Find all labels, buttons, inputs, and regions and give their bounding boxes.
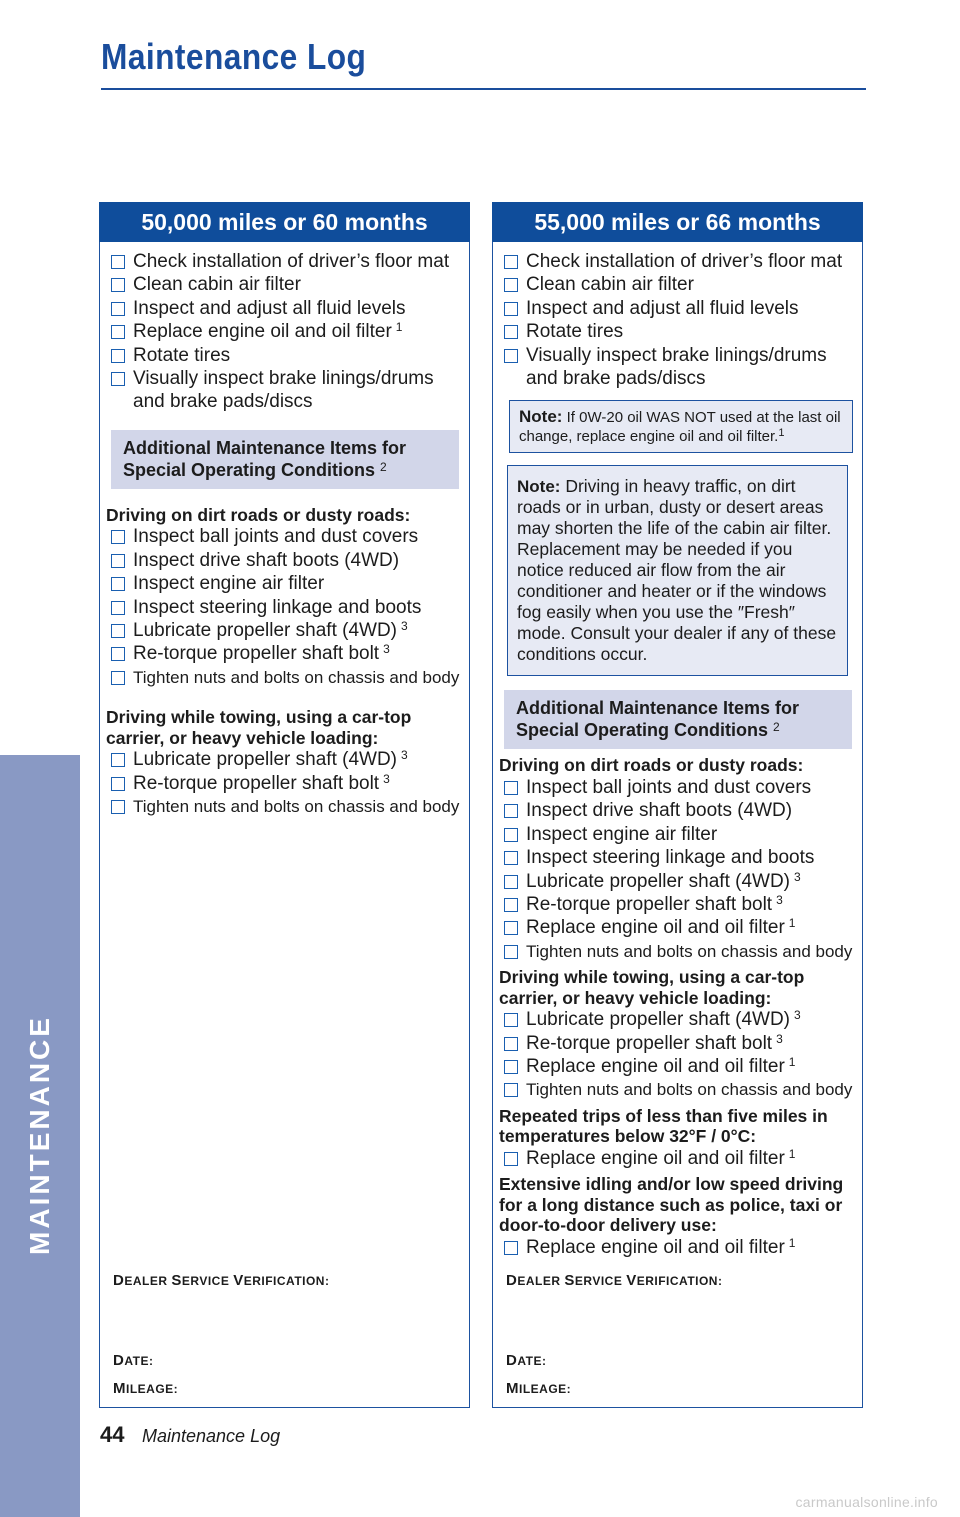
dealer-service-verification-label: DEALER SERVICE VERIFICATION:: [506, 1272, 723, 1289]
checklist-item-text: Visually inspect brake linings/drums and brake pads/discs: [133, 368, 434, 413]
checklist-item: [106, 320, 469, 343]
checklist-item: [106, 772, 469, 795]
checkbox-icon[interactable]: [504, 1241, 518, 1255]
checklist-item-text: Tighten nuts and bolts on chassis and body: [133, 797, 460, 816]
checklist-item-text: Inspect engine air filter: [133, 573, 325, 595]
checkbox-icon[interactable]: [504, 875, 518, 889]
condition-heading: Driving on dirt roads or dusty roads:: [499, 755, 804, 776]
panel-50000-miles: [99, 202, 470, 1408]
checklist-item: [499, 893, 862, 916]
page-number: 44: [100, 1422, 125, 1447]
checkbox-icon[interactable]: [111, 530, 125, 544]
footnote-ref: 3: [776, 1031, 783, 1046]
title-rule: [101, 88, 866, 90]
footnote-ref: 1: [788, 1235, 796, 1250]
checklist-item-text: Inspect engine air filter: [526, 823, 718, 845]
checkbox-icon[interactable]: [111, 671, 125, 685]
checklist-item: [106, 549, 469, 572]
watermark: carmanualsonline.info: [795, 1494, 938, 1510]
checkbox-icon[interactable]: [111, 554, 125, 568]
checklist-item: [499, 823, 862, 846]
checkbox-icon[interactable]: [504, 804, 518, 818]
checklist-item: [499, 940, 862, 963]
checkbox-icon[interactable]: [504, 1037, 518, 1051]
checklist-item: [499, 870, 862, 893]
additional-items-heading: Additional Maintenance Items for Special Operating Conditions $^2$: [504, 690, 852, 749]
checkbox-icon[interactable]: [504, 1083, 518, 1097]
checklist-item-text: Re-torque propeller shaft bolt: [133, 772, 380, 794]
panel-55000-miles: [492, 202, 863, 1408]
footnote-ref: 3: [401, 748, 408, 763]
footnote-ref: 1: [395, 320, 403, 335]
checkbox-icon[interactable]: [111, 800, 125, 814]
checklist-item-text: Re-torque propeller shaft bolt: [526, 893, 773, 915]
dealer-service-verification-label: DEALER SERVICE VERIFICATION:: [113, 1272, 330, 1289]
checklist-item-text: Check installation of driver’s floor mat: [526, 251, 843, 272]
checklist-item-text: Check installation of driver’s floor mat: [133, 251, 450, 272]
checklist-item: [499, 250, 862, 273]
checklist-item: [499, 776, 862, 799]
mileage-label: MILEAGE:: [113, 1380, 179, 1397]
checklist-item: [106, 748, 469, 771]
checklist-item-text: Replace engine oil and oil filter: [526, 1056, 785, 1077]
checklist-item: [499, 916, 862, 939]
checklist-item-text: Tighten nuts and bolts on chassis and body: [526, 1080, 853, 1100]
checkbox-icon[interactable]: [504, 302, 518, 316]
checklist-item: [499, 799, 862, 822]
checkbox-icon[interactable]: [504, 945, 518, 959]
condition-heading: Repeated trips of less than five miles in temperatures below 32°F / 0°C:: [499, 1105, 828, 1147]
footnote-ref: 1: [788, 1146, 796, 1161]
checkbox-icon[interactable]: [504, 255, 518, 269]
checklist-item-text: Inspect ball joints and dust covers: [526, 776, 812, 798]
footnote-ref: 1: [788, 916, 796, 931]
footnote-ref: 3: [794, 1008, 801, 1023]
checklist-item-text: Replace engine oil and oil filter: [526, 1236, 785, 1258]
checklist-item: [106, 642, 469, 665]
checklist-item-text: Inspect steering linkage and boots: [133, 596, 422, 618]
condition-heading: Extensive idling and/or low speed driving for a long distance such as police, taxi or door-to-door delivery use:: [499, 1174, 844, 1236]
checklist-item: [499, 1055, 862, 1078]
checklist-item: [499, 1078, 862, 1101]
checklist-item: [106, 273, 469, 296]
footnote-ref: 3: [776, 892, 783, 907]
checklist-item: [499, 344, 862, 391]
checkbox-icon[interactable]: [111, 255, 125, 269]
checklist-item: [499, 846, 862, 869]
condition-heading: Driving while towing, using a car-top carrier, or heavy vehicle loading:: [499, 967, 805, 1008]
checklist-item: [106, 344, 469, 367]
checkbox-icon[interactable]: [504, 898, 518, 912]
checkbox-icon[interactable]: [504, 921, 518, 935]
checkbox-icon[interactable]: [504, 278, 518, 292]
cabin-filter-note: Note: Driving in heavy traffic, on dirt roads or in urban, dusty or desert areas may shorten the life of the cabin air filter. Replacement may be needed if you notice reduced air flow from the air conditioner and heater or if the windows fog easily when you use the ″Fresh″ mode. Consult your dealer if any of these conditions occur.: [507, 465, 848, 676]
checklist-item-text: Inspect drive shaft boots (4WD): [526, 800, 793, 822]
checklist-item-text: Lubricate propeller shaft (4WD): [526, 1009, 790, 1031]
checklist-item-text: Inspect ball joints and dust covers: [133, 526, 419, 548]
checkbox-icon[interactable]: [111, 577, 125, 591]
checklist-item: [499, 1008, 862, 1031]
checkbox-icon[interactable]: [504, 1013, 518, 1027]
checklist-item-text: Re-torque propeller shaft bolt: [133, 643, 380, 665]
oil-note: Note: If 0W-20 oil WAS NOT used at the last oil change, replace engine oil and oil filter.$^1$: [509, 400, 853, 453]
checkbox-icon[interactable]: [504, 325, 518, 339]
mileage-label: MILEAGE:: [506, 1380, 572, 1397]
checkbox-icon[interactable]: [504, 349, 518, 363]
checkbox-icon[interactable]: [504, 851, 518, 865]
checklist-item-text: Inspect drive shaft boots (4WD): [133, 549, 400, 571]
checklist-item-text: Clean cabin air filter: [133, 274, 301, 296]
footnote-ref: 3: [383, 642, 390, 657]
panel-header: 55,000 miles or 66 months: [492, 202, 863, 242]
checklist-item-text: Lubricate propeller shaft (4WD): [133, 749, 397, 771]
checkbox-icon[interactable]: [111, 325, 125, 339]
checklist-item-text: Inspect and adjust all fluid levels: [133, 297, 406, 319]
condition-heading: Driving on dirt roads or dusty roads:: [106, 504, 411, 525]
checklist-item-text: Lubricate propeller shaft (4WD): [133, 619, 397, 641]
checkbox-icon[interactable]: [111, 753, 125, 767]
checkbox-icon[interactable]: [111, 278, 125, 292]
footnote-ref: 3: [383, 771, 390, 786]
section-side-label: MAINTENANCE: [24, 1015, 55, 1255]
checklist-item: [499, 1147, 862, 1170]
checklist-item-text: Re-torque propeller shaft bolt: [526, 1032, 773, 1054]
checklist-item-text: Lubricate propeller shaft (4WD): [526, 870, 790, 892]
footnote-ref: 1: [788, 1055, 796, 1069]
checkbox-icon[interactable]: [111, 777, 125, 791]
checklist-item: [499, 297, 862, 320]
checklist-item-text: Clean cabin air filter: [526, 274, 694, 296]
checklist-item: [106, 572, 469, 595]
checklist-item: [106, 666, 469, 689]
checklist-item: [499, 320, 862, 343]
checklist-item-text: Inspect steering linkage and boots: [526, 847, 815, 869]
checkbox-icon[interactable]: [504, 781, 518, 795]
checklist-item-text: Visually inspect brake linings/drums and brake pads/discs: [526, 344, 827, 390]
checklist-item: [106, 619, 469, 642]
checklist-item-text: Tighten nuts and bolts on chassis and body: [526, 941, 853, 961]
checklist-item: [499, 273, 862, 296]
checkbox-icon[interactable]: [504, 1152, 518, 1166]
footnote-ref: 3: [794, 869, 801, 884]
checklist-item-text: Rotate tires: [526, 321, 624, 343]
panel-header: 50,000 miles or 60 months: [99, 202, 470, 242]
page-title: Maintenance Log: [101, 36, 367, 77]
footer-title: Maintenance Log: [142, 1426, 281, 1446]
additional-items-heading: Additional Maintenance Items for Special Operating Conditions $^2$: [111, 430, 459, 489]
checklist-item-text: Replace engine oil and oil filter: [526, 1147, 785, 1169]
checklist-item: [499, 1032, 862, 1055]
checkbox-icon[interactable]: [111, 302, 125, 316]
panel-body: [100, 242, 469, 818]
checklist-item: [106, 795, 469, 818]
checkbox-icon[interactable]: [111, 349, 125, 363]
checklist-item: [106, 367, 469, 414]
date-label: DATE:: [113, 1352, 154, 1369]
checklist-item-text: Replace engine oil and oil filter: [133, 321, 392, 343]
footnote-ref: 3: [401, 618, 408, 633]
checkbox-icon[interactable]: [111, 372, 125, 386]
checklist-item: [106, 250, 469, 273]
checklist-item: [106, 297, 469, 320]
checkbox-icon[interactable]: [111, 624, 125, 638]
panel-body: [493, 242, 862, 1259]
checkbox-icon[interactable]: [111, 647, 125, 661]
checklist-item: [499, 1236, 862, 1259]
checklist-item-text: Inspect and adjust all fluid levels: [526, 297, 799, 319]
checklist-item-text: Tighten nuts and bolts on chassis and body: [133, 667, 460, 687]
date-label: DATE:: [506, 1352, 547, 1369]
checklist-item-text: Rotate tires: [133, 344, 231, 366]
checkbox-icon[interactable]: [504, 828, 518, 842]
checkbox-icon[interactable]: [504, 1060, 518, 1074]
checklist-item-text: Replace engine oil and oil filter: [526, 917, 785, 939]
checkbox-icon[interactable]: [111, 601, 125, 615]
checklist-item: [106, 525, 469, 548]
condition-heading: Driving while towing, using a car-top carrier, or heavy vehicle loading:: [106, 707, 412, 748]
checklist-item: [106, 596, 469, 619]
